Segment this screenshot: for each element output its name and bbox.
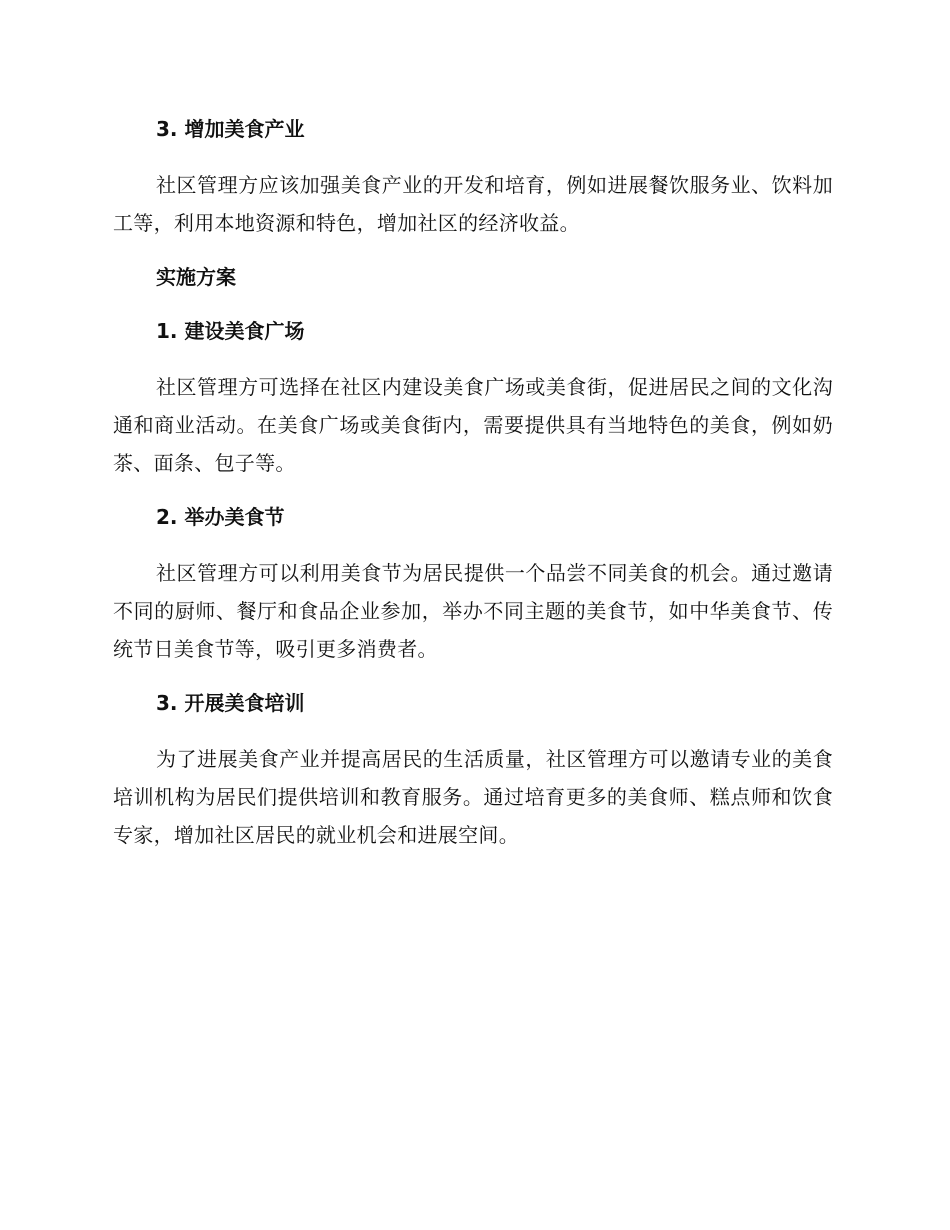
plan-item-paragraph-food-training: 为了进展美食产业并提高居民的生活质量，社区管理方可以邀请专业的美食培训机构为居民们提供培训和教育服务。通过培育更多的美食师、糕点师和饮食专家，增加社区居民的就业机会和进展空间。 [113, 747, 833, 847]
plan-item-paragraph-food-plaza: 社区管理方可选择在社区内建设美食广场或美食街，促进居民之间的文化沟通和商业活动。在美食广场或美食街内，需要提供具有当地特色的美食，例如奶茶、面条、包子等。 [113, 375, 833, 475]
section-heading-food-industry: 3. 增加美食产业 [156, 117, 305, 141]
plan-item-paragraph-food-festival: 社区管理方可以利用美食节为居民提供一个品尝不同美食的机会。通过邀请不同的厨师、餐厅和食品企业参加，举办不同主题的美食节，如中华美食节、传统节日美食节等，吸引更多消费者。 [113, 561, 833, 661]
document-body [113, 112, 833, 854]
plan-item-heading-food-plaza: 1. 建设美食广场 [156, 319, 305, 343]
section-paragraph-food-industry: 社区管理方应该加强美食产业的开发和培育，例如进展餐饮服务业、饮料加工等，利用本地资源和特色，增加社区的经济收益。 [113, 173, 833, 235]
plan-item-heading-food-training: 3. 开展美食培训 [156, 691, 305, 715]
plan-item-heading-food-festival: 2. 举办美食节 [156, 505, 285, 529]
plan-title: 实施方案 [156, 265, 236, 289]
